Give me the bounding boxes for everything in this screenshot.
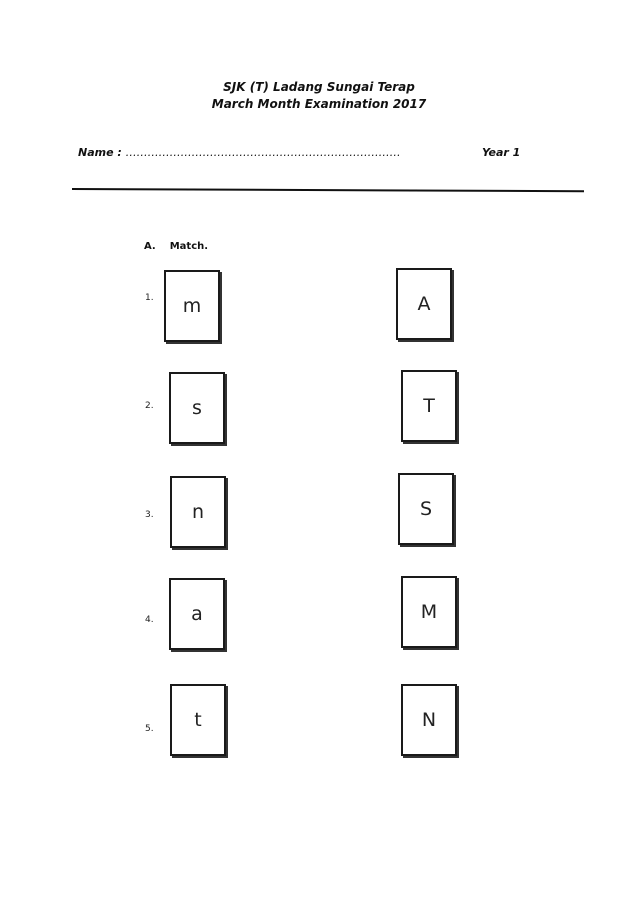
question-number: 3. xyxy=(145,510,154,520)
lowercase-letter-box[interactable]: s xyxy=(169,372,225,444)
exam-title: March Month Examination 2017 xyxy=(211,97,427,111)
question-number: 1. xyxy=(145,293,154,303)
section-letter: A. xyxy=(144,241,156,252)
lowercase-letter-box[interactable]: n xyxy=(170,476,226,548)
question-number: 2. xyxy=(145,401,154,411)
uppercase-letter-box[interactable]: S xyxy=(398,473,454,545)
question-number: 5. xyxy=(145,724,154,734)
lowercase-letter-box[interactable]: t xyxy=(170,684,226,756)
uppercase-letter-box[interactable]: A xyxy=(396,268,452,340)
name-blank: ………………………………………………………………… xyxy=(125,146,401,159)
name-label: Name : xyxy=(78,146,122,159)
name-field xyxy=(78,146,401,159)
lowercase-letter-box[interactable]: m xyxy=(164,270,220,342)
uppercase-letter-box[interactable]: T xyxy=(401,370,457,442)
header-divider xyxy=(72,188,584,192)
section-instruction: Match. xyxy=(169,241,209,252)
year-label: Year 1 xyxy=(482,146,521,159)
question-number: 4. xyxy=(145,615,154,625)
uppercase-letter-box[interactable]: N xyxy=(401,684,457,756)
school-name: SJK (T) Ladang Sungai Terap xyxy=(223,80,415,94)
section-heading xyxy=(144,241,208,252)
lowercase-letter-box[interactable]: a xyxy=(169,578,225,650)
uppercase-letter-box[interactable]: M xyxy=(401,576,457,648)
